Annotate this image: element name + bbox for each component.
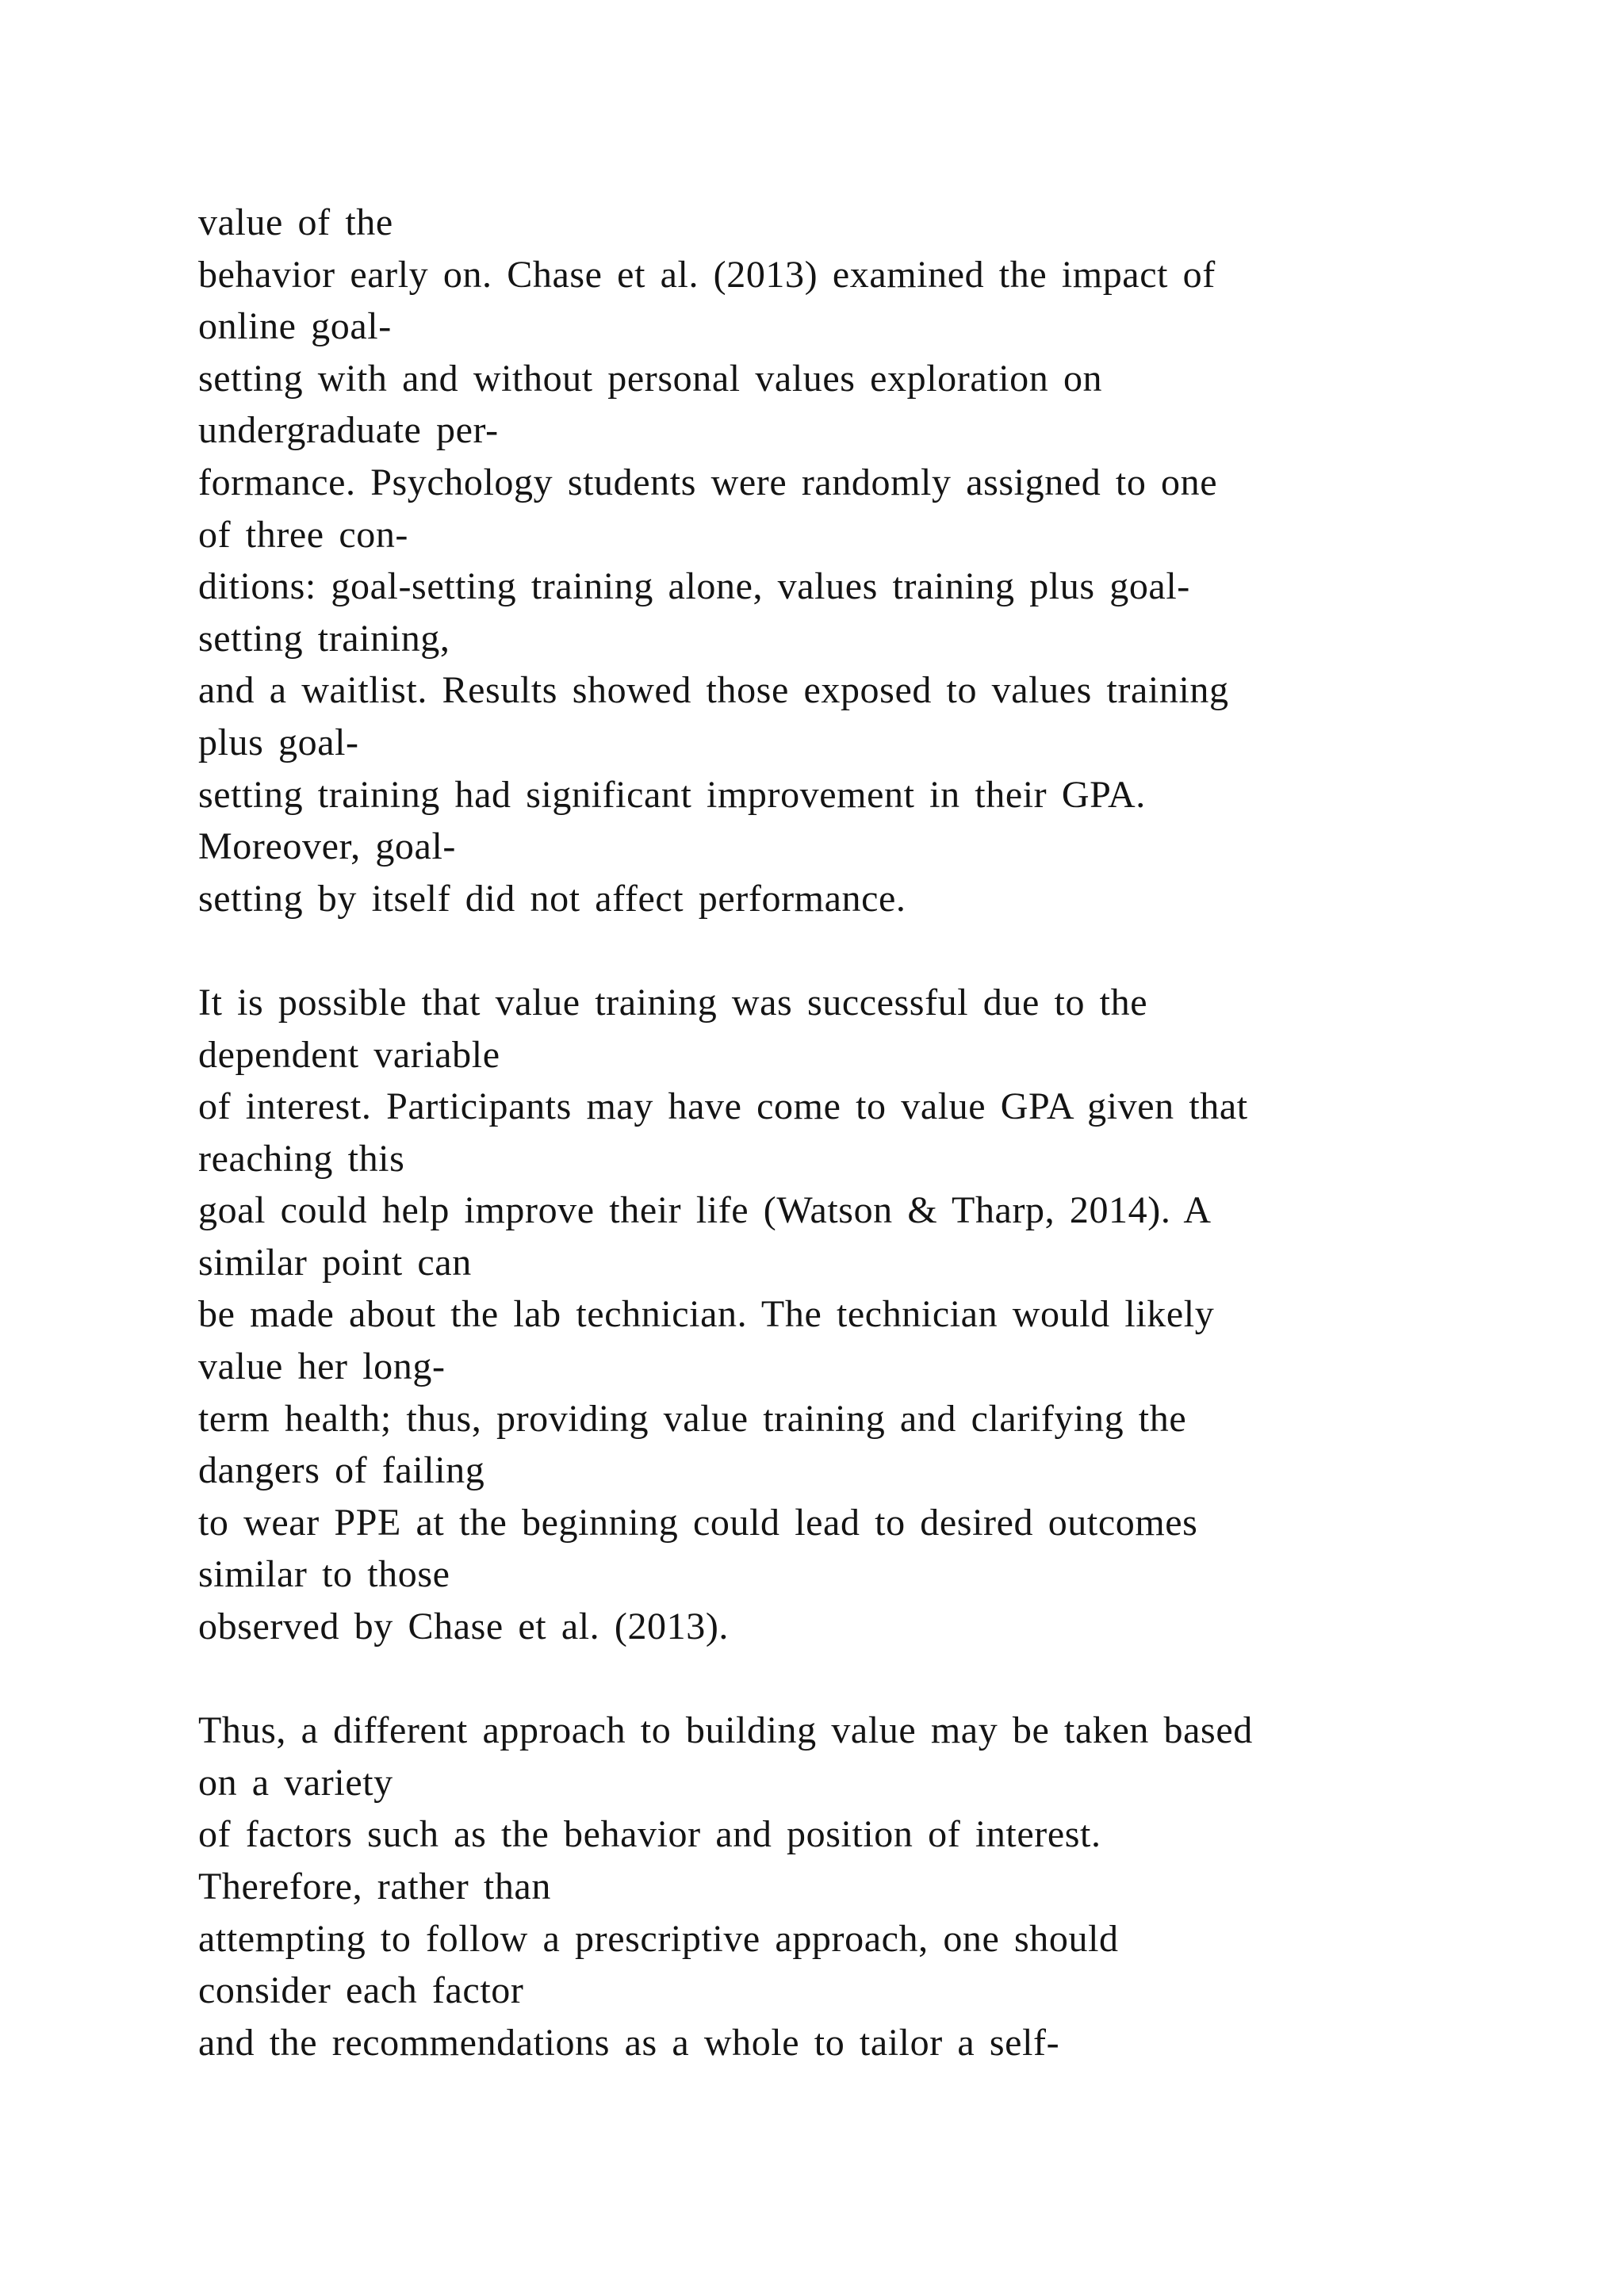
text-line: value her long- (198, 1345, 446, 1388)
text-line: online goal- (198, 305, 392, 348)
text-line: dangers of failing (198, 1449, 485, 1492)
text-line: ditions: goal-setting training alone, values training plus goal- (198, 565, 1190, 608)
document-body (198, 197, 1546, 2068)
text-line: setting by itself did not affect performance. (198, 877, 906, 920)
text-line: be made about the lab technician. The technician would likely (198, 1293, 1215, 1336)
text-line: of factors such as the behavior and position of interest. (198, 1813, 1101, 1856)
text-line: Thus, a different approach to building value may be taken based (198, 1709, 1253, 1752)
text-line: similar to those (198, 1553, 450, 1596)
text-line: of three con- (198, 513, 409, 556)
text-line: plus goal- (198, 721, 359, 763)
text-line: dependent variable (198, 1033, 500, 1076)
text-line: undergraduate per- (198, 409, 499, 452)
text-line: and the recommendations as a whole to tailor a self- (198, 2021, 1060, 2064)
text-line: goal could help improve their life (Watson & Tharp, 2014). A (198, 1189, 1212, 1232)
text-line: formance. Psychology students were randomly assigned to one (198, 461, 1218, 503)
paragraph-break (198, 1653, 1546, 1705)
text-line: term health; thus, providing value training and clarifying the (198, 1397, 1187, 1440)
text-line: setting training had significant improvement in their GPA. (198, 773, 1146, 816)
text-line: It is possible that value training was successful due to the (198, 981, 1148, 1024)
text-line: to wear PPE at the beginning could lead to desired outcomes (198, 1501, 1198, 1544)
text-line: reaching this (198, 1137, 405, 1180)
text-line: on a variety (198, 1761, 393, 1804)
text-line: similar point can (198, 1241, 472, 1284)
text-line: value of the (198, 201, 393, 243)
text-line: Moreover, goal- (198, 825, 456, 868)
text-line: setting with and without personal values exploration on (198, 357, 1103, 400)
text-line: behavior early on. Chase et al. (2013) examined the impact of (198, 253, 1216, 296)
text-line: Therefore, rather than (198, 1866, 551, 1908)
text-line: setting training, (198, 617, 450, 660)
paragraph-1 (198, 197, 1546, 924)
paragraph-3 (198, 1705, 1546, 2068)
paragraph-break (198, 924, 1546, 977)
text-line: attempting to follow a prescriptive approach, one should (198, 1917, 1119, 1960)
text-line: observed by Chase et al. (2013). (198, 1605, 730, 1648)
text-line: consider each factor (198, 1969, 524, 2012)
text-line: and a waitlist. Results showed those exposed to values training (198, 669, 1229, 712)
paragraph-2 (198, 977, 1546, 1653)
text-line: of interest. Participants may have come to value GPA given that (198, 1085, 1248, 1128)
